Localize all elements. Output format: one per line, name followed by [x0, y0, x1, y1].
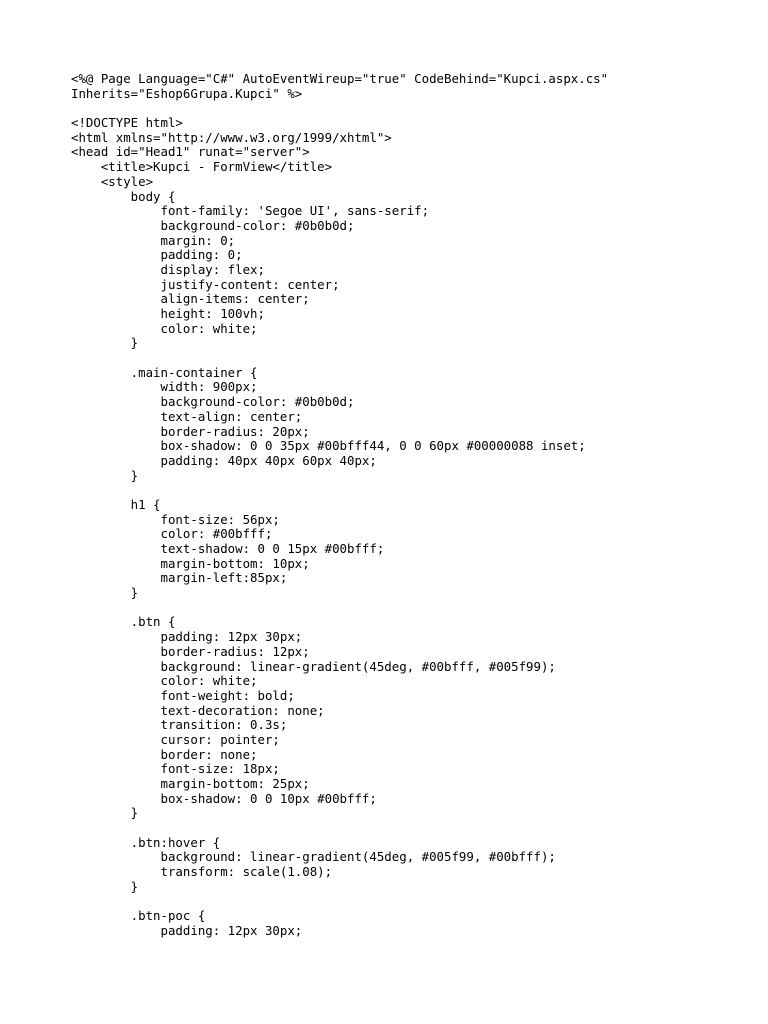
code-line: <title>Kupci - FormView</title> [71, 159, 333, 175]
code-line [71, 895, 751, 910]
code-line: display: flex; [71, 261, 265, 277]
code-line: text-decoration: none; [71, 702, 325, 718]
source-code-block [71, 72, 751, 939]
code-line: margin-left:85px; [71, 570, 288, 586]
code-line: } [71, 878, 139, 894]
code-line: color: white; [71, 320, 258, 336]
code-line: text-shadow: 0 0 15px #00bfff; [71, 541, 385, 556]
code-line: .btn-poc { [71, 908, 206, 924]
code-line: <!DOCTYPE html> [71, 115, 183, 131]
code-line: background: linear-gradient(45deg, #00bfff, #005f99); [71, 658, 556, 674]
code-line: border: none; [71, 746, 258, 762]
code-line: } [71, 467, 139, 483]
code-line: text-align: center; [71, 408, 303, 424]
code-line: color: white; [71, 673, 258, 689]
code-line: <head id="Head1" runat="server"> [71, 144, 310, 160]
code-line: font-size: 18px; [71, 761, 280, 777]
code-line: padding: 12px 30px; [71, 629, 303, 645]
code-line: font-family: 'Segoe UI', sans-serif; [71, 203, 430, 219]
code-line: padding: 12px 30px; [71, 922, 303, 938]
code-line [71, 601, 751, 616]
code-line: background-color: #0b0b0d; [71, 217, 355, 233]
code-line [71, 821, 751, 836]
code-line: box-shadow: 0 0 35px #00bfff44, 0 0 60px #00000088 inset; [71, 438, 586, 454]
code-line: box-shadow: 0 0 10px #00bfff; [71, 790, 377, 806]
code-line: Inherits="Eshop6Grupa.Kupci" %> [71, 85, 303, 101]
code-line: width: 900px; [71, 379, 258, 395]
code-line: justify-content: center; [71, 276, 340, 292]
code-line: background-color: #0b0b0d; [71, 394, 355, 410]
code-line: transition: 0.3s; [71, 717, 288, 733]
code-line: font-weight: bold; [71, 687, 295, 703]
code-line [71, 351, 751, 366]
code-line: cursor: pointer; [71, 731, 280, 747]
code-line [71, 101, 751, 116]
code-line: .btn:hover { [71, 834, 221, 850]
code-line: .btn { [71, 614, 176, 630]
code-line: background: linear-gradient(45deg, #005f99, #00bfff); [71, 849, 556, 865]
code-line: body { [71, 188, 176, 204]
code-line: <style> [71, 173, 154, 189]
code-line: align-items: center; [71, 291, 310, 307]
code-line: padding: 0; [71, 247, 243, 263]
code-line: border-radius: 12px; [71, 643, 310, 659]
code-line: margin-bottom: 10px; [71, 555, 310, 571]
code-line: h1 { [71, 496, 161, 512]
code-line: margin: 0; [71, 232, 236, 248]
code-line [71, 483, 751, 498]
code-line: margin-bottom: 25px; [71, 776, 310, 791]
code-line: } [71, 335, 139, 351]
code-line: height: 100vh; [71, 306, 265, 321]
code-line: } [71, 805, 139, 821]
code-line: } [71, 585, 139, 601]
code-line: font-size: 56px; [71, 511, 280, 527]
code-line: border-radius: 20px; [71, 423, 310, 439]
code-line: <html xmlns="http://www.w3.org/1999/xhtml"> [71, 129, 392, 145]
code-line: padding: 40px 40px 60px 40px; [71, 452, 377, 468]
code-line: <%@ Page Language="C#" AutoEventWireup="true" CodeBehind="Kupci.aspx.cs" [71, 71, 609, 86]
code-line: .main-container { [71, 364, 258, 380]
code-line: color: #00bfff; [71, 526, 273, 542]
code-line: transform: scale(1.08); [71, 864, 333, 880]
